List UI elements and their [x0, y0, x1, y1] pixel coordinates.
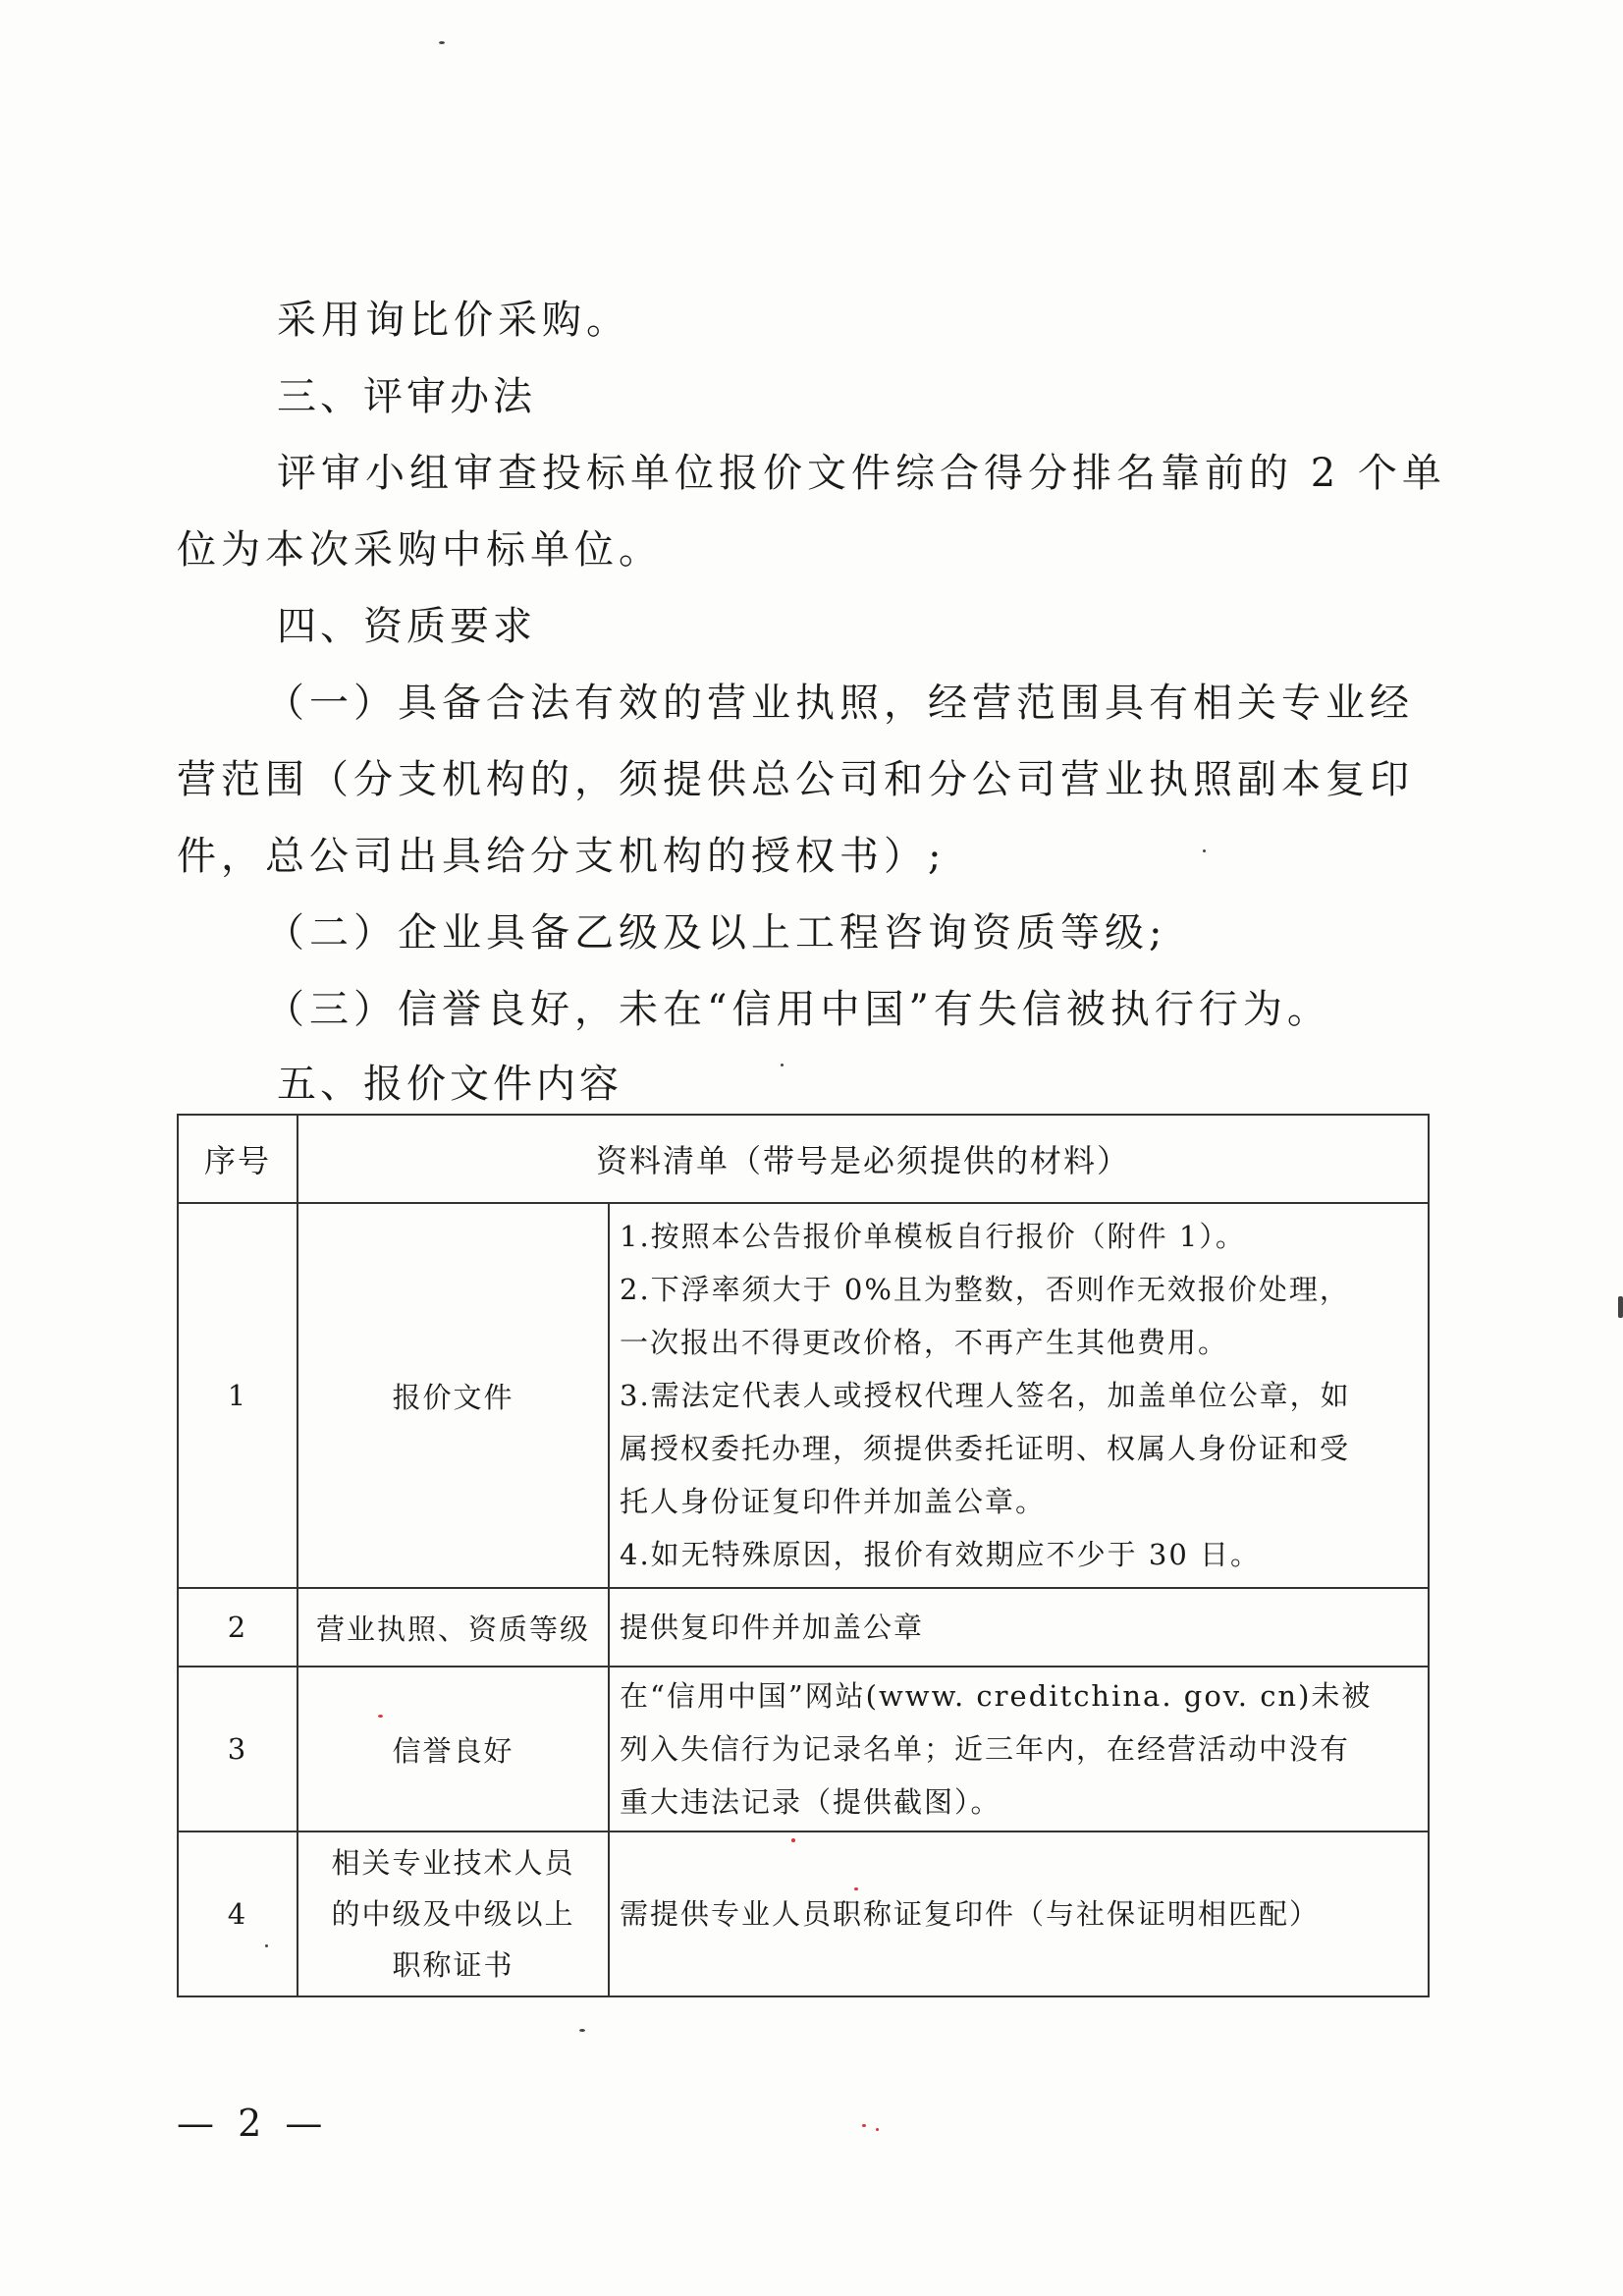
description-line: 重大违法记录（提供截图）。: [620, 1785, 1001, 1819]
item-line: 的中级及中级以上: [331, 1897, 575, 1931]
table-row: [178, 1588, 1429, 1667]
header-material-list: 资料清单（带号是必须提供的材料）: [298, 1115, 1429, 1203]
item-line: 职称证书: [392, 1948, 514, 1982]
description-line: 3.需法定代表人或授权代理人签名，加盖单位公章，如: [620, 1379, 1351, 1412]
paragraph-evaluation-1: 评审小组审查投标单位报价文件综合得分排名靠前的 2 个单: [277, 451, 1446, 496]
requirements-table: [177, 1114, 1430, 1997]
row-item: 营业执照、资质等级: [298, 1588, 609, 1667]
row-description: [609, 1831, 1429, 1996]
scan-speck: [781, 1064, 784, 1066]
paragraph-qualification-1c: 件，总公司出具给分支机构的授权书）;: [177, 834, 947, 879]
row-item: 报价文件: [298, 1203, 609, 1588]
description-line: 需提供专业人员职称证复印件（与社保证明相匹配）: [620, 1897, 1321, 1931]
page-number: — 2 —: [177, 2102, 329, 2145]
row-description: [609, 1667, 1429, 1831]
scan-speck: [1618, 1296, 1623, 1318]
paragraph-qualification-3: （三）信誉良好，未在“信用中国”有失信被执行行为。: [265, 987, 1331, 1032]
row-item: [298, 1831, 609, 1996]
item-line: 相关专业技术人员: [331, 1846, 575, 1880]
description-line: 在“信用中国”网站(www. creditchina. gov. cn)未被: [620, 1679, 1373, 1713]
row-number: 1: [178, 1203, 298, 1588]
table-header-row: [178, 1115, 1429, 1203]
header-serial-number: 序号: [178, 1115, 298, 1203]
row-description: [609, 1588, 1429, 1667]
paragraph-qualification-2: （二）企业具备乙级及以上工程咨询资质等级;: [265, 910, 1167, 956]
table-row: [178, 1203, 1429, 1588]
description-line: 托人身份证复印件并加盖公章。: [620, 1485, 1047, 1518]
paragraph-method: 采用询比价采购。: [277, 298, 630, 343]
scan-speck: [579, 2029, 585, 2032]
row-number: 3: [178, 1667, 298, 1831]
row-number: 4: [178, 1831, 298, 1996]
paragraph-evaluation-2: 位为本次采购中标单位。: [177, 527, 663, 573]
heading-evaluation: 三、评审办法: [277, 374, 536, 419]
row-number: 2: [178, 1588, 298, 1667]
description-line: 2.下浮率须大于 0%且为整数，否则作无效报价处理，: [620, 1273, 1350, 1306]
table-row: [178, 1667, 1429, 1831]
description-line: 1.按照本公告报价单模板自行报价（附件 1）。: [620, 1220, 1246, 1253]
description-line: 4.如无特殊原因，报价有效期应不少于 30 日。: [620, 1538, 1262, 1571]
scan-speck: [1203, 849, 1206, 852]
heading-quote-contents: 五、报价文件内容: [277, 1062, 622, 1107]
table-row: [178, 1831, 1429, 1996]
description-line: 列入失信行为记录名单；近三年内，在经营活动中没有: [620, 1732, 1351, 1766]
heading-qualification: 四、资质要求: [277, 604, 536, 649]
description-line: 一次报出不得更改价格，不再产生其他费用。: [620, 1326, 1229, 1359]
paragraph-qualification-1b: 营范围（分支机构的，须提供总公司和分公司营业执照副本复印: [177, 757, 1414, 802]
scan-speck: [439, 41, 445, 44]
row-description: [609, 1203, 1429, 1588]
description-line: 属授权委托办理，须提供委托证明、权属人身份证和受: [620, 1432, 1351, 1465]
row-item: 信誉良好: [298, 1667, 609, 1831]
paragraph-qualification-1a: （一）具备合法有效的营业执照，经营范围具有相关专业经: [265, 681, 1414, 726]
description-line: 提供复印件并加盖公章: [620, 1611, 925, 1644]
scan-speck: [876, 2128, 879, 2131]
scan-speck: [862, 2124, 866, 2127]
